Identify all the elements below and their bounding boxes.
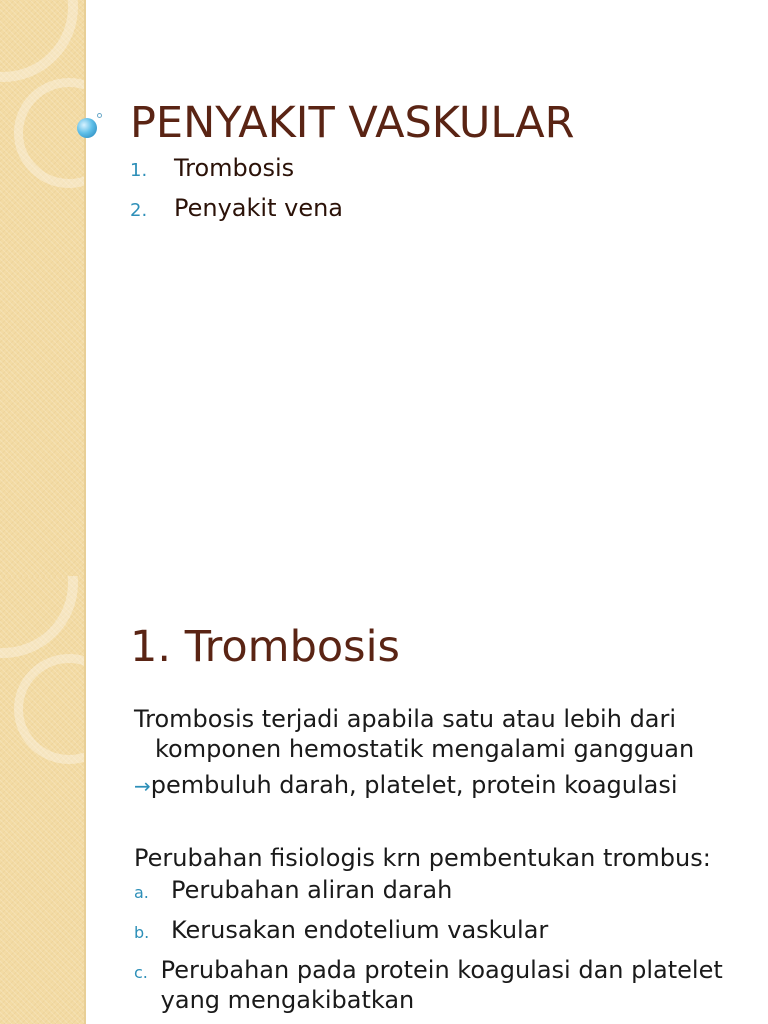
list-item xyxy=(134,915,754,948)
list-item xyxy=(130,154,343,194)
list-item-text: Perubahan aliran darah xyxy=(171,876,453,904)
arrow-right-icon: → xyxy=(134,774,151,798)
list-marker: a. xyxy=(134,883,149,902)
strip-divider xyxy=(84,576,86,1024)
body-paragraph: Perubahan fisiologis krn pembentukan trombus: xyxy=(134,844,711,872)
body-paragraph: Trombosis terjadi apabila satu atau lebih dari komponen hemostatik mengalami gangguan xyxy=(134,705,695,763)
slide-title: 1. Trombosis xyxy=(130,622,400,672)
arrow-line xyxy=(134,770,754,801)
list-item-text: Penyakit vena xyxy=(174,194,343,222)
decorative-ring xyxy=(0,0,78,82)
slide-body xyxy=(134,704,754,1022)
list-item-text: Trombosis xyxy=(174,154,295,182)
list-marker: b. xyxy=(134,923,150,942)
list-item xyxy=(130,194,343,234)
title-bullet-icon xyxy=(77,118,97,138)
title-bullet-mini-icon xyxy=(97,113,102,118)
list-item xyxy=(134,955,754,1015)
slide-title: PENYAKIT VASKULAR xyxy=(130,98,575,148)
list-item-text: Perubahan pada protein koagulasi dan platelet yang mengakibatkan xyxy=(160,956,723,1014)
strip-divider xyxy=(84,0,86,576)
list-item-text: Kerusakan endotelium vaskular xyxy=(171,916,549,944)
decorative-ring xyxy=(0,576,78,658)
list-marker: c. xyxy=(134,963,148,982)
decorative-ring xyxy=(14,78,84,188)
list-item xyxy=(134,875,754,908)
topic-list xyxy=(130,154,343,234)
arrow-line-text: pembuluh darah, platelet, protein koagulasi xyxy=(150,771,678,799)
list-marker: 2. xyxy=(130,200,148,221)
list-marker: 1. xyxy=(130,160,148,181)
slide-2 xyxy=(0,576,768,1024)
alpha-list xyxy=(134,875,754,1015)
decorative-side-strip xyxy=(0,0,84,576)
decorative-ring xyxy=(14,654,84,764)
decorative-side-strip xyxy=(0,576,84,1024)
